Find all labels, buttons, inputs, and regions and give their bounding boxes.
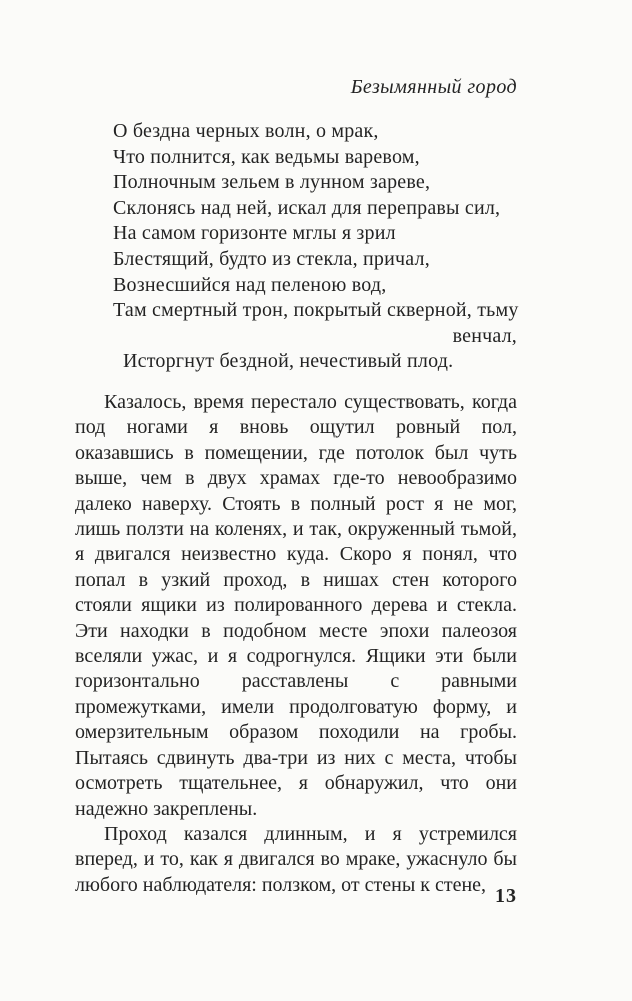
poem-line: Вознесшийся над пеленою вод, [113, 273, 387, 296]
running-head: Безымянный город [350, 76, 517, 98]
poem-line: Там смертный трон, покрытый скверной, тьму [113, 299, 519, 322]
poem-line-wrapped: венчал, [452, 324, 517, 347]
page-number: 13 [495, 885, 517, 907]
poem-line: На самом горизонте мглы я зрил [113, 222, 396, 245]
poem-line: Что полнится, как ведьмы варевом, [113, 145, 420, 168]
poem-line: Блестящий, будто из стекла, причал, [113, 247, 430, 270]
poem-epigraph [113, 119, 517, 375]
paragraph: Проход казался длинным, и я устремился вперед, и то, как я двигался во мраке, ужаснуло бы любого наблюдателя: ползком, от стены к стене, [75, 822, 517, 896]
poem-line: Склонясь над ней, искал для переправы сил, [113, 196, 501, 219]
poem-line: Исторгнут бездной, нечестивый плод. [123, 350, 454, 373]
paragraph: Казалось, время перестало существовать, когда под ногами я вновь ощутил ровный пол, оказавшись в помещении, где потолок был чуть выше, чем в двух храмах где-то невообразимо далеко наверху. Стоять в полный рост я не мог, лишь ползти на коленях, и так, окруженный тьмой, я двигался неизвестно куда. Скоро я понял, что попал в узкий проход, в нишах стен которого стояли ящики из полированного дерева и стекла. Эти находки в подобном месте эпохи палеозоя вселяли ужас, и я содрогнулся. Ящики эти были горизонтально расставлены с равными промежутками, имели продолговатую форму, и омерзительным образом походили на гробы. Пытаясь сдвинуть два-три из них с места, чтобы осмотреть тщательнее, я обнаружил, что они надежно закреплены. [75, 391, 517, 820]
poem-line: О бездна черных волн, о мрак, [113, 120, 379, 142]
poem-line: Полночным зельем в лунном зареве, [113, 171, 431, 194]
body-text [75, 390, 517, 898]
